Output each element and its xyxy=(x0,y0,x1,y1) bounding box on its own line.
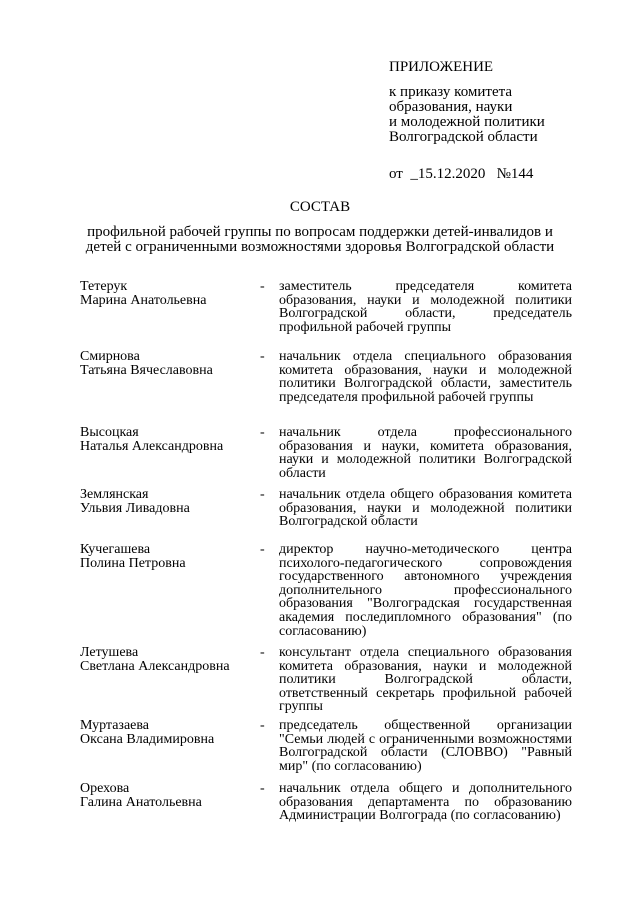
appendix-line: и молодежной политики xyxy=(389,114,545,130)
member-given-name: Наталья Александровна xyxy=(80,438,224,454)
member-name xyxy=(80,719,255,746)
member-name xyxy=(80,543,255,570)
member-dash: - xyxy=(260,781,265,796)
member-surname: Тетерук xyxy=(80,279,128,294)
member-role: консультант отдела специального образования комитета образования, науки и молодежной политики Волгоградской области, ответственный секретарь профильной рабочей группы xyxy=(279,645,572,715)
member-name xyxy=(80,782,255,809)
member-role: председатель общественной организации "Семьи людей с ограниченными возможностями Волгоградской области (СЛОВВО) "Равный мир" (по согласованию) xyxy=(279,718,572,774)
member-entry xyxy=(80,719,572,782)
member-given-name: Татьяна Вячеславовна xyxy=(80,362,213,378)
member-name xyxy=(80,426,255,453)
member-name xyxy=(80,646,255,673)
member-name xyxy=(80,350,255,377)
appendix-block xyxy=(389,60,545,182)
member-role: директор научно-методического центра психолого-педагогического сопровождения государственного автономного учреждения дополнительного профессионального образования "Волгоградская государственная академия последипломного образования" (по согласованию) xyxy=(279,542,572,639)
member-entry xyxy=(80,543,572,646)
member-given-name: Ульвия Ливадовна xyxy=(80,500,190,516)
member-entry xyxy=(80,350,572,426)
appendix-title: ПРИЛОЖЕНИЕ xyxy=(389,59,494,75)
member-surname: Муртазаева xyxy=(80,718,150,733)
appendix-line: образования, науки xyxy=(389,99,513,115)
member-given-name: Полина Петровна xyxy=(80,555,186,571)
document-subheading: профильной рабочей группы по вопросам поддержки детей-инвалидов и детей с ограниченными возможностями здоровья Волгоградской области xyxy=(85,224,555,255)
member-dash: - xyxy=(260,718,265,733)
members-list xyxy=(80,280,572,842)
appendix-line: к приказу комитета xyxy=(389,84,513,100)
member-dash: - xyxy=(260,349,265,364)
appendix-line: Волгоградской области xyxy=(389,129,538,145)
member-dash: - xyxy=(260,542,265,557)
member-dash: - xyxy=(260,645,265,660)
member-surname: Высоцкая xyxy=(80,425,139,440)
member-given-name: Марина Анатольевна xyxy=(80,292,207,308)
member-given-name: Оксана Владимировна xyxy=(80,731,215,747)
member-name xyxy=(80,280,255,307)
member-entry xyxy=(80,488,572,543)
member-surname: Кучегашева xyxy=(80,542,151,557)
member-surname: Орехова xyxy=(80,781,130,796)
member-role: заместитель председателя комитета образования, науки и молодежной политики Волгоградской области, председатель профильной рабочей группы xyxy=(279,279,572,335)
member-surname: Смирнова xyxy=(80,349,140,364)
member-dash: - xyxy=(260,425,265,440)
order-number-date: от _15.12.2020 №144 xyxy=(389,166,534,182)
member-entry xyxy=(80,646,572,719)
member-given-name: Галина Анатольевна xyxy=(80,794,202,810)
member-given-name: Светлана Александровна xyxy=(80,658,230,674)
member-name xyxy=(80,488,255,515)
member-surname: Землянская xyxy=(80,487,149,502)
member-dash: - xyxy=(260,487,265,502)
member-dash: - xyxy=(260,279,265,294)
member-role: начальник отдела специального образования комитета образования, науки и молодежной политики Волгоградской области, заместитель председателя профильной рабочей группы xyxy=(279,349,572,405)
document-heading: СОСТАВ xyxy=(289,199,351,215)
member-role: начальник отдела общего и дополнительного образования департамента по образованию Администрации Волгограда (по согласованию) xyxy=(279,781,572,824)
member-surname: Летушева xyxy=(80,645,139,660)
member-entry xyxy=(80,280,572,350)
member-entry xyxy=(80,426,572,488)
member-role: начальник отдела профессионального образования и науки, комитета образования, науки и молодежной политики Волгоградской области xyxy=(279,425,572,481)
member-role: начальник отдела общего образования комитета образования, науки и молодежной политики Волгоградской области xyxy=(279,487,572,530)
member-entry xyxy=(80,782,572,842)
